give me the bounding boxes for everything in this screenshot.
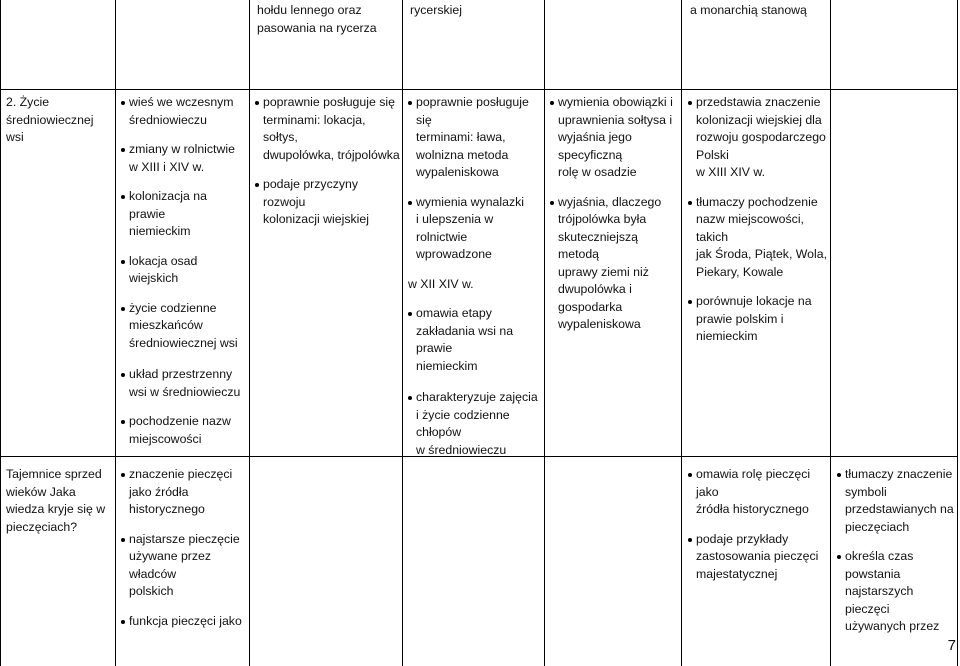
list-item: poprawnie posługuje się terminami: lokacja, sołtys, dwupolówka, trójpolówka [255,94,400,164]
top-row-col2 [257,2,399,37]
row3-content [121,466,246,630]
grid-line [830,0,831,666]
grid-line [115,0,116,666]
list-item: życie codzienne mieszkańców średniowiecznej wsi [121,300,246,353]
list-item: omawia etapy zakładania wsi na prawie niemieckim [408,305,544,375]
grid-line [681,0,682,666]
list-item: określa czas powstania najstarszych pieczęci używanych przez [837,548,955,636]
row2-content [121,94,246,448]
list-item: poprawnie posługuje się terminami: ława, wolnizna metoda wypaleniskowa [408,94,544,182]
list-item: porównuje lokacje na prawie polskim i niemieckim [688,293,828,346]
list-item: wymienia obowiązki i uprawnienia sołtysa i wyjaśnia jego specyficzną rolę w osadzie [550,94,680,182]
list-item: wyjaśnia, dlaczego trójpolówka była skuteczniejszą metodą uprawy ziemi niż dwupolówka i gospodarka wypaleniskowa [550,194,680,334]
top-row-col5 [690,2,826,20]
row2-level2 [408,94,544,459]
row2-level3 [550,94,680,334]
list-item: przedstawia znaczenie kolonizacji wiejskiej dla rozwoju gospodarczego Polski w XIII XIV w. [688,94,828,182]
list-item: lokacja osad wiejskich [121,253,246,288]
list-item: tłumaczy znaczenie symboli przedstawianych na pieczęciach [837,466,955,536]
list-item: kolonizacja na prawie niemieckim [121,188,246,241]
top-row-col2-text: hołdu lennego oraz pasowania na rycerza [257,3,377,35]
list-item: znaczenie pieczęci jako źródła historycznego [121,466,246,519]
grid-line [544,0,545,666]
list-item: podaje przyczyny rozwoju kolonizacji wiejskiej [255,176,400,229]
row3-level4 [688,466,828,583]
list-item: układ przestrzenny wsi w średniowieczu [121,366,246,401]
grid-line [957,0,958,666]
list-item: pochodzenie nazw miejscowości [121,413,246,448]
row3-topic-text: Tajemnice sprzed wieków Jaka wiedza kryje się w pieczęciach? [6,467,106,534]
list-item: wymienia wynalazki i ulepszenia w rolnictwie wprowadzone [408,194,544,264]
row3-topic [6,466,114,536]
list-item: funkcja pieczęci jako [121,613,246,631]
list-item: w XII XIV w. [408,276,474,291]
list-item: charakteryzuje zajęcia i życie codzienne chłopów w średniowieczu [408,389,544,459]
row3-level5 [837,466,955,636]
top-row-col3-text: rycerskiej [410,3,462,17]
grid-line [0,0,1,666]
list-item: podaje przykłady zastosowania pieczęci majestatycznej [688,531,828,584]
row2-level1 [255,94,400,229]
list-item: wieś we wczesnym średniowieczu [121,94,246,129]
list-item: najstarsze pieczęcie używane przez władców polskich [121,531,246,601]
grid-line [249,0,250,666]
list-item: zmiany w rolnictwie w XIII i XIV w. [121,141,246,176]
grid-line [402,0,403,666]
grid-line [0,89,958,90]
row2-level4 [688,94,828,346]
row2-topic-text: 2. Życie średniowiecznej wsi [6,95,94,144]
top-row-col5-text: a monarchią stanową [690,3,807,17]
page-number: 7 [947,636,956,654]
list-item: tłumaczy pochodzenie nazw miejscowości, takich jak Środa, Piątek, Wola, Piekary, Kowale [688,194,828,282]
row2-topic [6,94,114,147]
list-item: omawia rolę pieczęci jako źródła historycznego [688,466,828,519]
top-row-col3 [410,2,540,20]
